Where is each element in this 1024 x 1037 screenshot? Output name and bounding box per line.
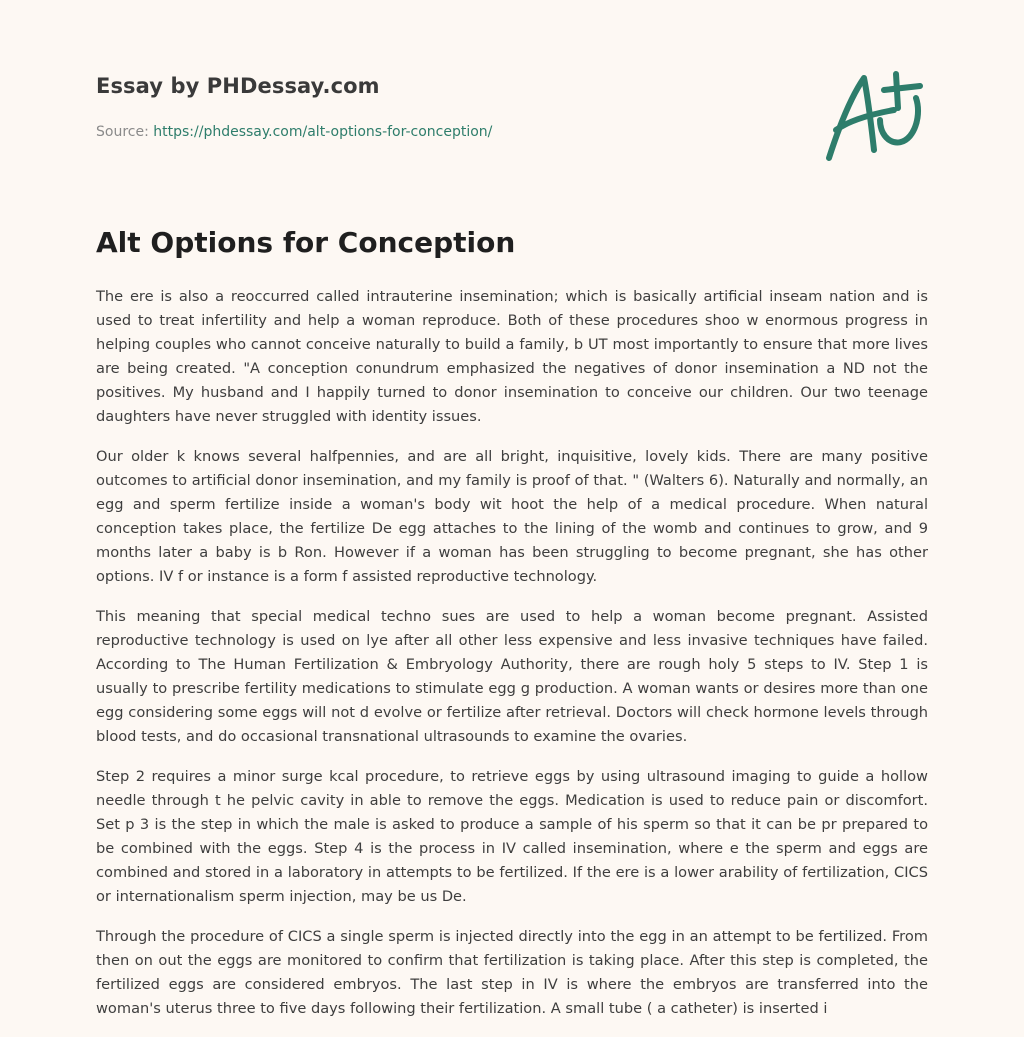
paragraph: This meaning that special medical techno sues are used to help a woman become pregnant. Assisted reproductive technology is used on lye after all other less expensive and less invasive techniques have failed. According to The Human Fertilization & Embryology Authority, there are rough holy 5 steps to IV. Step 1 is usually to prescribe fertility medications to stimulate egg g production. A woman wants or desires more than one egg considering some eggs will not d evolve or fertilize after retrieval. Doctors will check hormone levels through blood tests, and do occasional transnational ultrasounds to examine the ovaries. [96, 608, 928, 745]
paragraph: Through the procedure of CICS a single sperm is injected directly into the egg in an attempt to be fertilized. From then on out the eggs are monitored to confirm that fertilization is taking place. After this step is completed, the fertilized eggs are considered embryos. The last step in IV is where the embryos are transferred into the woman's uterus three to five days following their fertilization. A small tube ( a catheter) is inserted i [96, 928, 928, 1017]
source-label: Source: [96, 124, 154, 140]
paragraph: Our older k knows several halfpennies, and are all bright, inquisitive, lovely kids. There are many positive outcomes to artificial donor insemination, and my family is proof of that. " (Walters 6). Naturally and normally, an egg and sperm fertilize inside a woman's body wit hoot the help of a medical procedure. When natural conception takes place, the fertilize De egg attaches to the lining of the womb and continues to grow, and 9 months later a baby is b Ron. However if a woman has been struggling to become pregnant, she has other options. IV f or instance is a form f assisted reproductive technology. [96, 448, 928, 585]
source-link[interactable]: https://phdessay.com/alt-options-for-conception/ [153, 124, 493, 140]
paragraph: The ere is also a reoccurred called intrauterine insemination; which is basically artificial inseam nation and is used to treat infertility and help a woman reproduce. Both of these procedures shoo w enormous progress in helping couples who cannot conceive naturally to build a family, b UT most importantly to ensure that more lives are being created. "A conception conundrum emphasized the negatives of donor insemination a ND not the positives. My husband and I happily turned to donor insemination to conceive our children. Our two teenage daughters have never struggled with identity issues. [96, 288, 928, 425]
essay-title: Alt Options for Conception [96, 226, 516, 259]
site-title: Essay by PHDessay.com [96, 74, 380, 98]
essay-body [96, 285, 928, 1037]
a-plus-logo [824, 68, 928, 164]
page-header [96, 74, 928, 174]
source-line [96, 124, 492, 140]
paragraph: Step 2 requires a minor surge kcal procedure, to retrieve eggs by using ultrasound imaging to guide a hollow needle through t he pelvic cavity in able to remove the eggs. Medication is used to reduce pain or discomfort. Set p 3 is the step in which the male is asked to produce a sample of his sperm so that it can be pr prepared to be combined with the eggs. Step 4 is the process in IV called insemination, where e the sperm and eggs are combined and stored in a laboratory in attempts to be fertilized. If the ere is a lower arability of fertilization, CICS or internationalism sperm injection, may be us De. [96, 768, 928, 905]
